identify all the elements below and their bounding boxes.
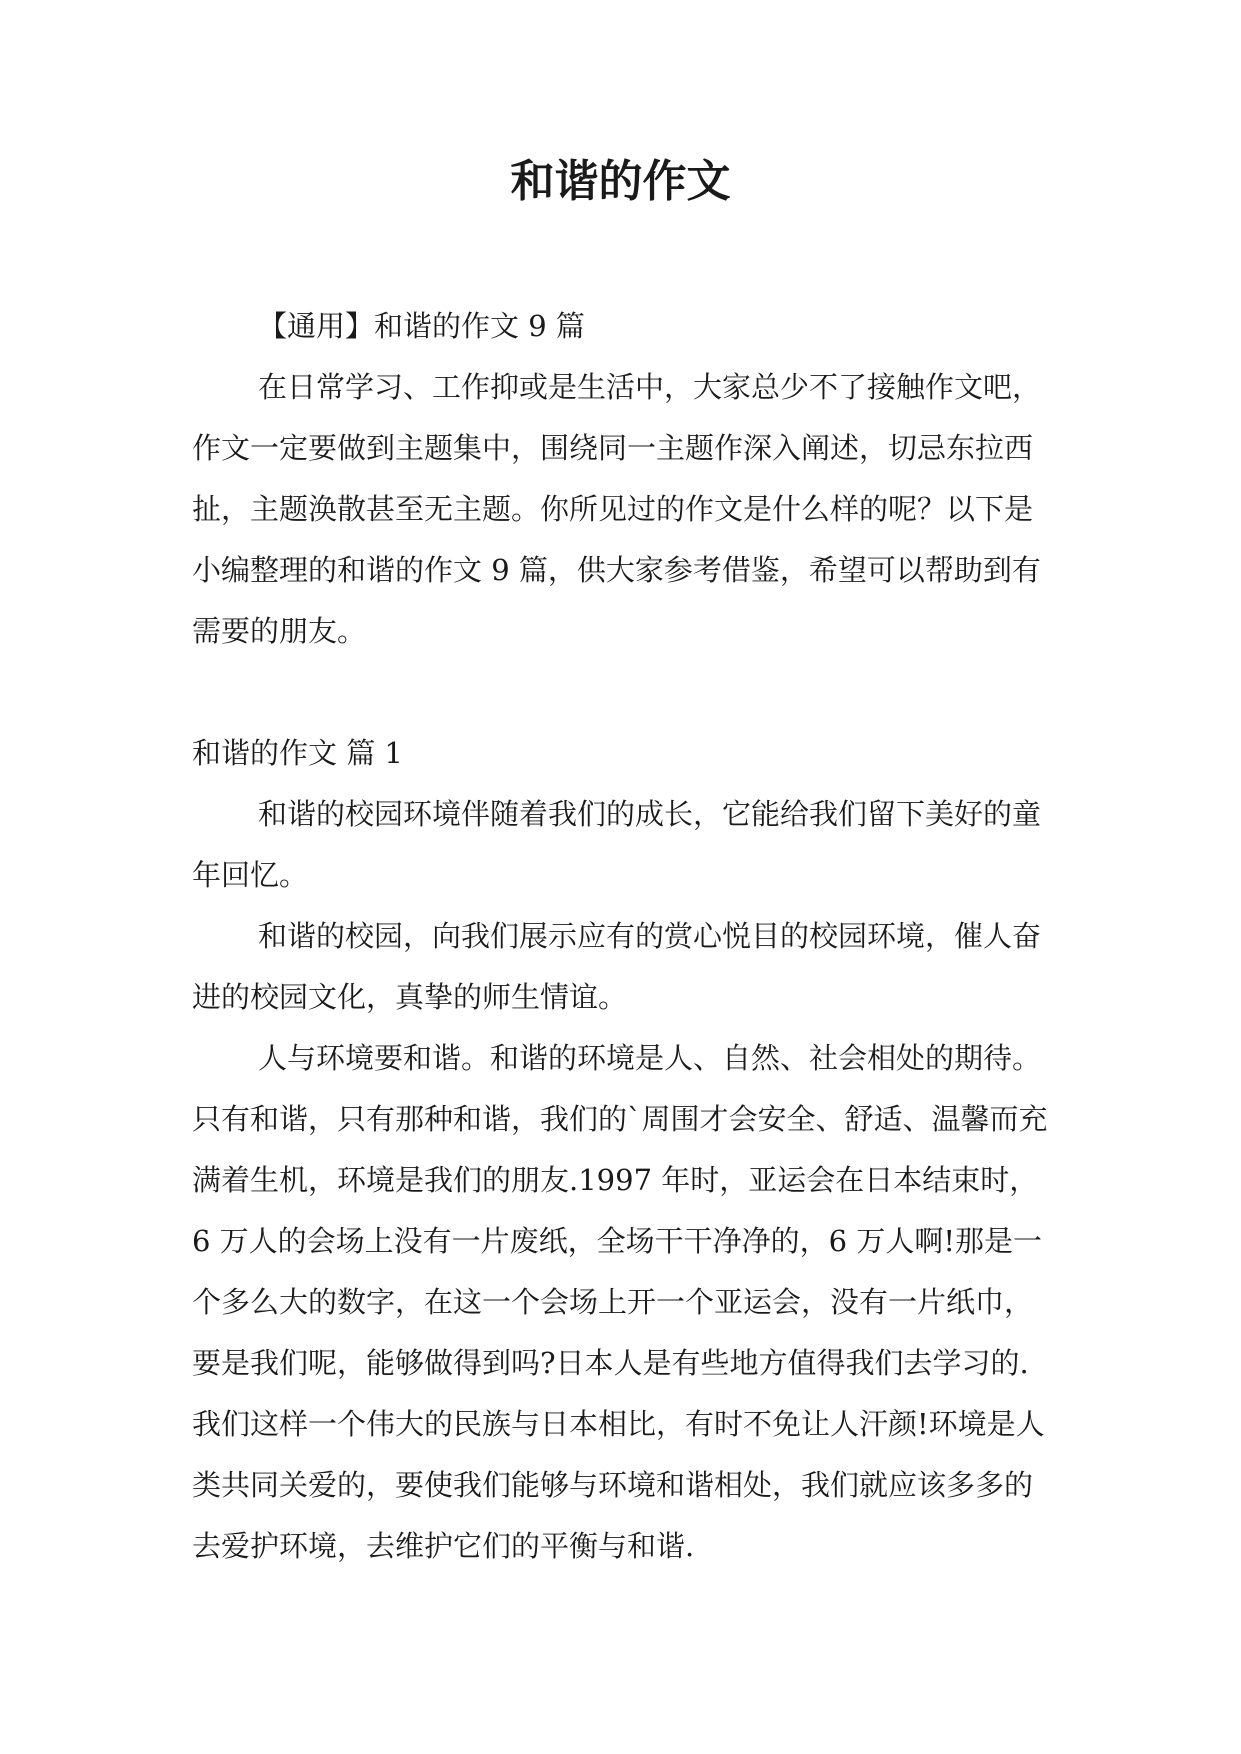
document-subtitle: 【通用】和谐的作文 9 篇: [258, 309, 585, 343]
body-paragraph: 人与环境要和谐。和谐的环境是人、自然、社会相处的期待。只有和谐，只有那种和谐，我们的`周围才会安全、舒适、温馨而充满着生机，环境是我们的朋友.1997 年时，亚运会在日本结束时，6 万人的会场上没有一片废纸，全场干干净净的，6 万人啊!那是一个多么大的数字，在这一个会场上开一个亚运会，没有一片纸巾，要是我们呢，能够做得到吗?日本人是有些地方值得我们去学习的.我们这样一个伟大的民族与日本相比，有时不免让人汗颜!环境是人类共同关爱的，要使我们能够与环境和谐相处，我们就应该多多的去爱护环境，去维护它们的平衡与和谐.: [192, 1041, 1048, 1563]
intro-paragraph: 在日常学习、工作抑或是生活中，大家总少不了接触作文吧，作文一定要做到主题集中，围绕同一主题作深入阐述，切忌东拉西扯，主题涣散甚至无主题。你所见过的作文是什么样的呢？以下是小编整理的和谐的作文 9 篇，供大家参考借鉴，希望可以帮助到有需要的朋友。: [192, 370, 1042, 648]
section-heading: 和谐的作文 篇 1: [192, 736, 403, 770]
document-body: [192, 296, 1052, 1577]
document-title: 和谐的作文: [510, 156, 731, 207]
body-paragraph: 和谐的校园环境伴随着我们的成长，它能给我们留下美好的童年回忆。: [192, 797, 1042, 892]
body-paragraph: 和谐的校园，向我们展示应有的赏心悦目的校园环境，催人奋进的校园文化，真挚的师生情谊。: [192, 919, 1042, 1014]
